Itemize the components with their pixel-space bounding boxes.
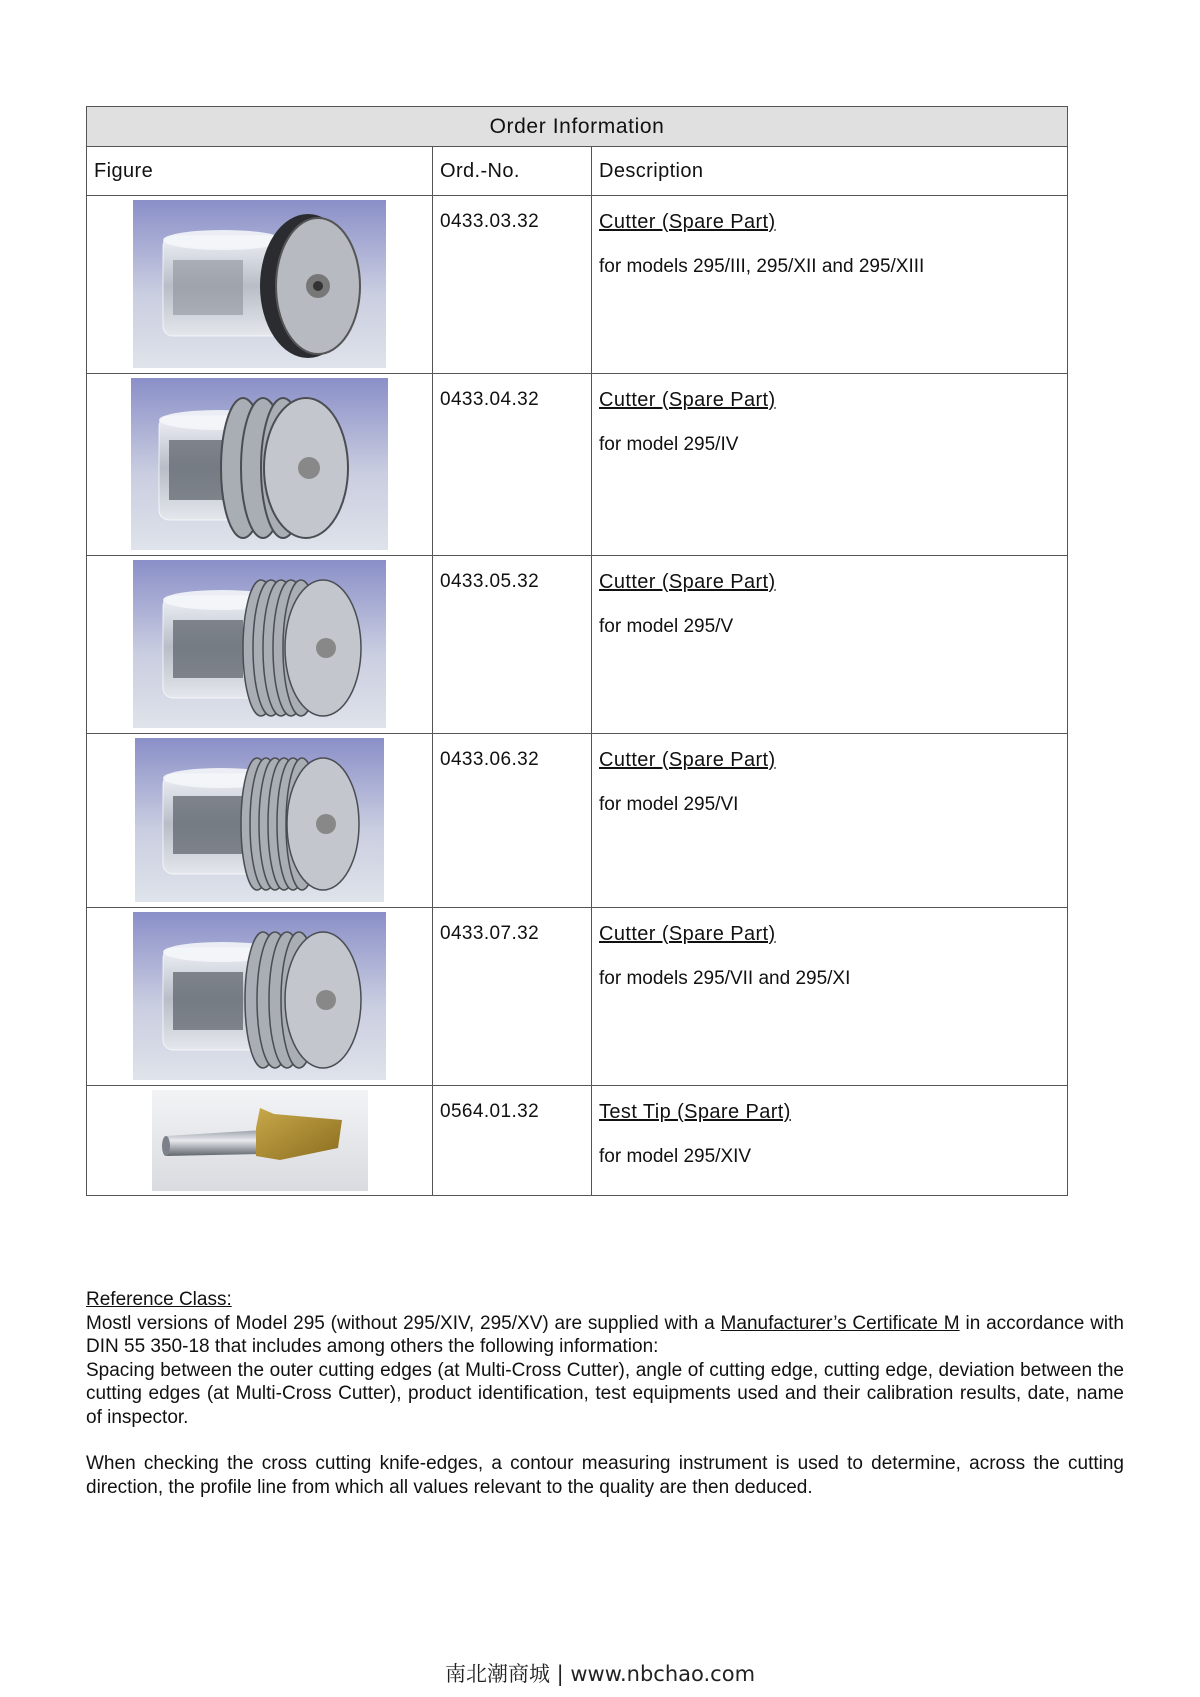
- table-row: [87, 734, 1068, 908]
- description-cell: [592, 556, 1068, 734]
- figure-cell: [87, 1086, 433, 1196]
- table-row: [87, 556, 1068, 734]
- ordno-cell: 0433.05.32: [433, 556, 592, 734]
- product-name: Cutter (Spare Part): [599, 923, 776, 945]
- figure-cell: [87, 556, 433, 734]
- reference-heading: Reference Class:: [86, 1289, 232, 1310]
- product-name: Cutter (Spare Part): [599, 749, 776, 771]
- ordno-cell: 0433.06.32: [433, 734, 592, 908]
- test-tip-photo: [152, 1090, 368, 1191]
- cutter-photo: [133, 200, 386, 368]
- product-name: Test Tip (Spare Part): [599, 1101, 791, 1123]
- certificate-link-text: Manufacturer’s Certificate M: [720, 1312, 960, 1334]
- product-models: for model 295/V: [599, 616, 734, 637]
- header-description: Description: [592, 147, 1068, 196]
- figure-cell: [87, 734, 433, 908]
- reference-paragraph-2: Spacing between the outer cutting edges (at Multi-Cross Cutter), angle of cutting edge, cutting edge, deviation between the cutting edges (at Multi-Cross Cutter), product identification, test equipments used and their calibration results, date, name of inspector.: [86, 1359, 1124, 1428]
- description-cell: [592, 908, 1068, 1086]
- figure-cell: [87, 908, 433, 1086]
- footer-watermark: 南北潮商城 | www.nbchao.com: [444, 1662, 756, 1686]
- ordno-cell: 0433.03.32: [433, 196, 592, 374]
- table-title: Order Information: [87, 107, 1068, 147]
- description-cell: [592, 1086, 1068, 1196]
- cutter-photo: [133, 560, 386, 728]
- header-ordno: Ord.-No.: [433, 147, 592, 196]
- description-cell: [592, 734, 1068, 908]
- ordno-cell: 0564.01.32: [433, 1086, 592, 1196]
- order-information-table: [86, 106, 1068, 1196]
- table-row: [87, 196, 1068, 374]
- paragraph-text: in accordance with DIN 55 350-18 that includes among others the following information:: [86, 1312, 1124, 1357]
- header-figure: Figure: [87, 147, 433, 196]
- cutter-photo: [133, 912, 386, 1080]
- product-name: Cutter (Spare Part): [599, 211, 776, 233]
- table-row: [87, 908, 1068, 1086]
- description-cell: [592, 374, 1068, 556]
- table-row: [87, 1086, 1068, 1196]
- reference-paragraph-3: When checking the cross cutting knife-edges, a contour measuring instrument is used to determine, across the cutting direction, the profile line from which all values relevant to the quality are then deduced.: [86, 1453, 1124, 1498]
- table-row: [87, 374, 1068, 556]
- ordno-cell: 0433.04.32: [433, 374, 592, 556]
- figure-cell: [87, 374, 433, 556]
- product-models: for model 295/XIV: [599, 1146, 752, 1167]
- product-models: for models 295/III, 295/XII and 295/XIII: [599, 256, 925, 277]
- ordno-cell: 0433.07.32: [433, 908, 592, 1086]
- product-models: for model 295/IV: [599, 434, 739, 455]
- product-name: Cutter (Spare Part): [599, 571, 776, 593]
- cutter-photo: [131, 378, 388, 550]
- cutter-photo: [135, 738, 384, 902]
- reference-class-section: [86, 1288, 1124, 1499]
- figure-cell: [87, 196, 433, 374]
- reference-paragraph-1: [86, 1312, 1124, 1359]
- paragraph-text: Mostl versions of Model 295 (without 295/XIV, 295/XV) are supplied with a: [86, 1312, 721, 1334]
- description-cell: [592, 196, 1068, 374]
- product-models: for model 295/VI: [599, 794, 739, 815]
- product-models: for models 295/VII and 295/XI: [599, 968, 851, 989]
- product-name: Cutter (Spare Part): [599, 389, 776, 411]
